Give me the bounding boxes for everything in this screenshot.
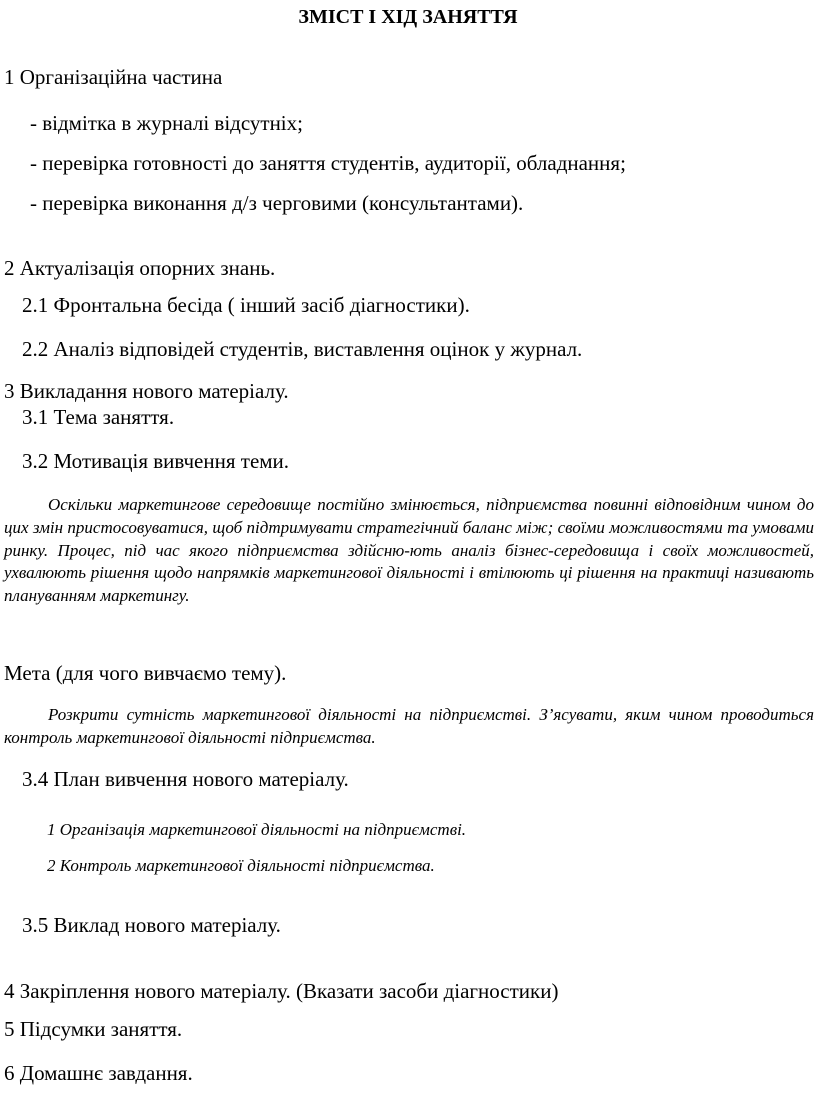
plan-item: 1 Організація маркетингової діяльності на підприємстві. [47, 820, 467, 839]
section-1-heading: 1 Організаційна частина [4, 65, 223, 89]
section-1-item: - відмітка в журналі відсутніх; [30, 111, 303, 135]
motivation-paragraph: Оскільки маркетингове середовище постійно змінюється, підприємства повинні відповідним чином до цих змін пристосовуватися, щоб підтримувати стратегічний баланс між; своїми можливостями та умовами ринку. Процес, під час якого підприємства здійсню-ють аналіз бізнес-середовища і своїх можливостей, ухвалюють рішення щодо напрямків маркетингової діяльності і втілюють ці рішення на практиці називають плануванням маркетингу. [4, 495, 814, 606]
section-1-item: - перевірка виконання д/з черговими (консультантами). [30, 191, 524, 215]
presentation-heading: 3.5 Виклад нового матеріалу. [22, 913, 281, 937]
section-2-item: 2.1 Фронтальна бесіда ( інший засіб діагностики). [22, 293, 470, 317]
section-4-heading: 4 Закріплення нового матеріалу. (Вказати засоби діагностики) [4, 979, 559, 1003]
section-5-heading: 5 Підсумки заняття. [4, 1017, 183, 1041]
section-2-heading: 2 Актуалізація опорних знань. [4, 256, 276, 280]
topic-heading: 3.1 Тема заняття. [22, 405, 175, 429]
section-6-heading: 6 Домашнє завдання. [4, 1061, 193, 1085]
page-title: ЗМІСТ І ХІД ЗАНЯТТЯ [298, 6, 518, 28]
motivation-heading: 3.2 Мотивація вивчення теми. [22, 449, 290, 473]
goal-paragraph: Розкрити сутність маркетингової діяльності на підприємстві. З’ясувати, яким чином проводиться контроль маркетингової діяльності підприємства. [4, 705, 814, 747]
section-1-item: - перевірка готовності до заняття студентів, аудиторії, обладнання; [30, 151, 626, 175]
plan-item: 2 Контроль маркетингової діяльності підприємства. [47, 856, 435, 875]
goal-heading: Мета (для чого вивчаємо тему). [4, 661, 287, 685]
section-3-heading: 3 Викладання нового матеріалу. [4, 379, 289, 403]
plan-heading: 3.4 План вивчення нового матеріалу. [22, 767, 349, 791]
section-2-item: 2.2 Аналіз відповідей студентів, виставлення оцінок у журнал. [22, 337, 583, 361]
